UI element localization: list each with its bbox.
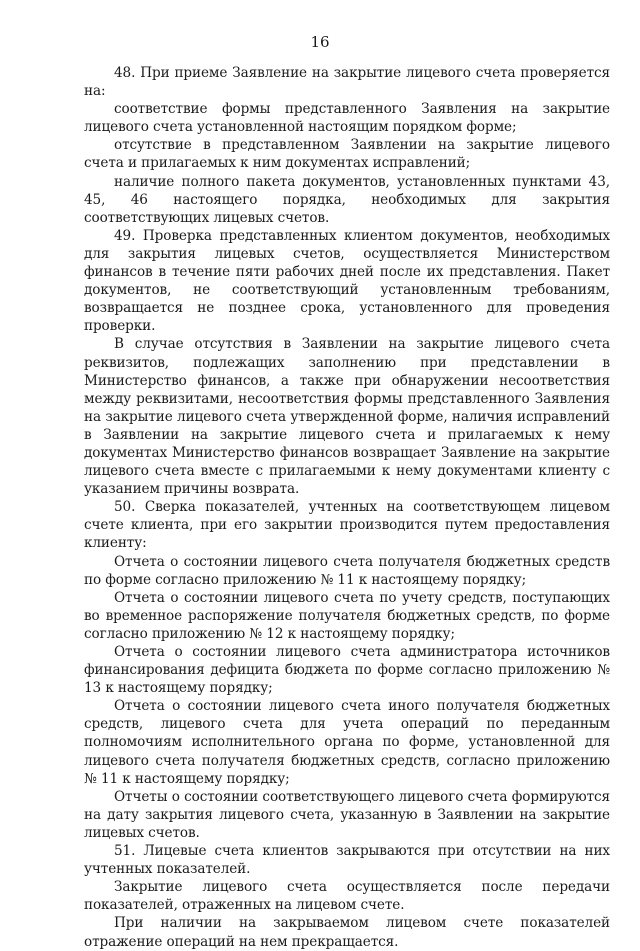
page-number: 16	[310, 33, 330, 51]
document-body	[84, 64, 610, 951]
paragraph-51-operations-stop: При наличии на закрываемом лицевом счете показателей отражение операций на нем прекращается.	[84, 915, 610, 950]
paragraph-48-heading: 48. При приеме Заявление на закрытие лицевого счета проверяется на:	[84, 65, 610, 100]
paragraph-49: 49. Проверка представленных клиентом документов, необходимых для закрытия лицевых счетов, осуществляется Министерством финансов в течение пяти рабочих дней после их представления. Пакет документов, не соответствующий установленным требованиям, возвращается не позднее срока, установленного для проведения проверки.	[84, 227, 610, 335]
paragraph-50-report-11: Отчета о состоянии лицевого счета получателя бюджетных средств по форме согласно приложению № 11 к настоящему порядку;	[84, 553, 610, 588]
paragraph-50-report-13: Отчета о состоянии лицевого счета администратора источников финансирования дефицита бюджета по форме согласно приложению № 13 к настоящему порядку;	[84, 644, 610, 697]
paragraph-49-return: В случае отсутствия в Заявлении на закрытие лицевого счета реквизитов, подлежащих заполнению при представлении в Министерство финансов, а также при обнаружении несоответствия между реквизитами, несоответствия формы представленного Заявления на закрытие лицевого счета утвержденной форме, наличия исправлений в Заявлении на закрытие лицевого счета и прилагаемых к нему документах Министерство финансов возвращает Заявление на закрытие лицевого счета вместе с прилагаемыми к нему документами клиенту с указанием причины возврата.	[84, 336, 610, 498]
paragraph-50-report-12: Отчета о состоянии лицевого счета по учету средств, поступающих во временное распоряжение получателя бюджетных средств, по форме согласно приложению № 12 к настоящему порядку;	[84, 589, 610, 642]
paragraph-50: 50. Сверка показателей, учтенных на соответствующем лицевом счете клиента, при его закрытии производится путем предоставления клиенту:	[84, 499, 610, 552]
paragraph-51-closing: Закрытие лицевого счета осуществляется после передачи показателей, отраженных на лицевом счете.	[84, 879, 610, 914]
paragraph-51: 51. Лицевые счета клиентов закрываются при отсутствии на них учтенных показателей.	[84, 843, 610, 878]
paragraph-48-corrections-check: отсутствие в представленном Заявлении на закрытие лицевого счета и прилагаемых к ним документах исправлений;	[84, 137, 610, 172]
paragraph-50-report-other: Отчета о состоянии лицевого счета иного получателя бюджетных средств, лицевого счета для учета операций по переданным полномочиям исполнительного органа по форме, установленной для лицевого счета получателя бюджетных средств, согласно приложению № 11 к настоящему порядку;	[84, 698, 610, 787]
paragraph-50-reports-date: Отчеты о состоянии соответствующего лицевого счета формируются на дату закрытия лицевого счета, указанную в Заявлении на закрытие лицевых счетов.	[84, 788, 610, 841]
paragraph-48-package-check: наличие полного пакета документов, установленных пунктами 43, 45, 46 настоящего порядка, необходимых для закрытия соответствующих лицевых счетов.	[84, 173, 610, 226]
paragraph-48-form-check: соответствие формы представленного Заявления на закрытие лицевого счета установленной настоящим порядком форме;	[84, 101, 610, 136]
